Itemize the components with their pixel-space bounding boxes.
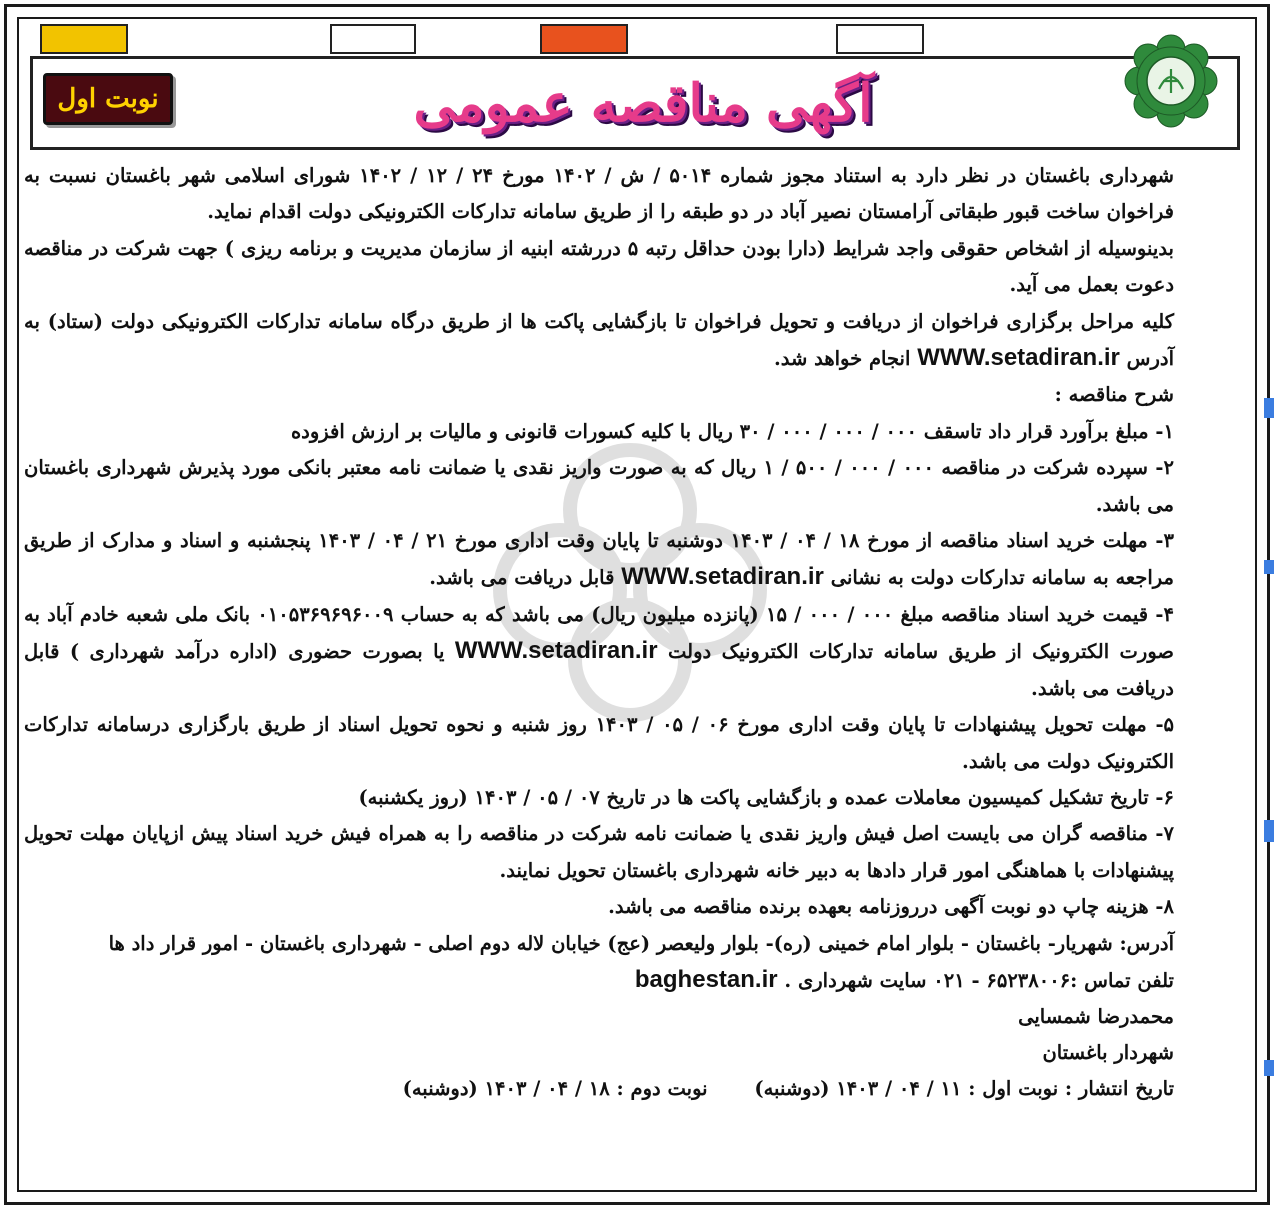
white-swatch — [330, 24, 416, 54]
signer-name: محمدرضا شمسایی — [1018, 1004, 1174, 1028]
description-heading: شرح مناقصه : — [1054, 383, 1174, 407]
edge-color-mark — [1264, 1060, 1274, 1076]
item-3-text-end: قابل دریافت می باشد. — [429, 566, 615, 590]
process-text-end: انجام خواهد شد. — [773, 347, 911, 371]
item-8: ۸- هزینه چاپ دو نوبت آگهی درروزنامه بعهده برنده مناقصه می باشد. — [608, 895, 1174, 919]
baghestan-link[interactable]: baghestan.ir — [634, 965, 778, 993]
orange-swatch — [540, 24, 628, 54]
item-1: ۱- مبلغ برآورد قرار داد تاسقف ۰۰۰ / ۰۰۰ / ۰۰۰ / ۳۰ ریال با کلیه کسورات قانونی و مالیات بر ارزش افزوده — [290, 419, 1174, 443]
item-3 — [24, 523, 1192, 597]
item-3-text: ۳- مهلت خرید اسناد مناقصه از مورخ ۱۸ / ۰۴ / ۱۴۰۳ دوشنبه تا پایان وقت اداری مورخ ۲۱ / ۰۴ / ۱۴۰۳ پنجشنبه و اسناد و مدارک از طریق مراجعه به سامانه تدارکات دولت به نشانی — [24, 529, 1175, 590]
process-text: کلیه مراحل برگزاری فراخوان از دریافت و تحویل فراخوان تا بازگشایی پاکت ها از طریق درگاه سامانه تدارکات الکترونیکی دولت (ستاد) به آدرس — [24, 309, 1174, 371]
publication-dates — [24, 1071, 1192, 1107]
item-4 — [24, 597, 1192, 707]
phone-text: تلفن تماس :۶۵۲۳۸۰۰۶ - ۰۲۱ سایت شهرداری . — [784, 968, 1174, 992]
page-title: آگهی مناقصه عمومی — [413, 72, 873, 134]
notice-body — [24, 158, 1192, 1107]
item-7: ۷- مناقصه گران می بایست اصل فیش واریز نقدی یا ضمانت نامه شرکت در مناقصه را به همراه فیش خرید اسناد پیش ازپایان مهلت تحویل پیشنهادات با هماهنگی امور قرار دادها به دبیر خانه شهرداری باغستان تحویل نمایند. — [24, 822, 1174, 882]
round-badge — [43, 73, 173, 125]
color-strip — [40, 24, 1120, 54]
publication-second: نوبت دوم : ۱۸ / ۰۴ / ۱۴۰۳ (دوشنبه) — [402, 1076, 708, 1100]
badge-label: نوبت اول — [57, 84, 159, 114]
yellow-swatch — [40, 24, 128, 54]
setadiran-link[interactable]: WWW.setadiran.ir — [621, 563, 824, 591]
signature-block — [24, 962, 1192, 1107]
contact-line — [24, 962, 1192, 999]
setadiran-link[interactable]: WWW.setadiran.ir — [454, 637, 658, 665]
municipality-seal-icon — [1119, 29, 1223, 133]
edge-color-mark — [1264, 560, 1274, 574]
invite-paragraph: بدینوسیله از اشخاص حقوقی واجد شرایط (دارا بودن حداقل رتبه ۵ دررشته ابنیه از سازمان مدیریت و برنامه ریزی ) جهت شرکت در مناقصه دعوت بعمل می آید. — [24, 236, 1174, 297]
edge-color-mark — [1264, 820, 1274, 842]
item-2: ۲- سپرده شرکت در مناقصه ۰۰۰ / ۰۰۰ / ۵۰۰ / ۱ ریال که به صورت واریز نقدی یا ضمانت نامه معتبر بانکی مورد پذیرش شهرداری باغستان می باشد. — [24, 456, 1174, 516]
white-swatch — [836, 24, 924, 54]
signer-title: شهردار باغستان — [1042, 1040, 1174, 1064]
address: آدرس: شهریار- باغستان - بلوار امام خمینی (ره)- بلوار ولیعصر (عج) خیابان لاله دوم اصلی - شهرداری باغستان - امور قرار داد ها — [108, 931, 1174, 955]
publication-first: تاریخ انتشار : نوبت اول : ۱۱ / ۰۴ / ۱۴۰۳ (دوشنبه) — [754, 1076, 1174, 1100]
item-4-text: ۴- قیمت خرید اسناد مناقصه مبلغ ۰۰۰ / ۰۰۰ / ۱۵ (پانزده میلیون ریال) می باشد که به حساب ۰۱۰۵۳۶۹۶۹۶۰۰۹ بانک ملی شعبه خادم آباد به صورت الکترونیک از طریق سامانه تدارکات الکترونیک دولت — [24, 602, 1174, 664]
edge-color-mark — [1264, 398, 1274, 418]
setadiran-link[interactable]: WWW.setadiran.ir — [917, 344, 1120, 372]
intro-paragraph: شهرداری باغستان در نظر دارد به استناد مجوز شماره ۵۰۱۴ / ش / ۱۴۰۲ مورخ ۲۴ / ۱۲ / ۱۴۰۲ شورای اسلامی شهر باغستان نسبت به فراخوان ساخت قبور طبقاتی آرامستان نصیر آباد در دو طبقه را از طریق سامانه تدارکات الکترونیکی دولت اقدام نماید. — [24, 164, 1175, 224]
process-paragraph — [24, 304, 1192, 378]
header — [30, 56, 1240, 150]
item-6: ۶- تاریخ تشکیل کمیسیون معاملات عمده و بازگشایی پاکت ها در تاریخ ۰۷ / ۰۵ / ۱۴۰۳ (روز یکشنبه) — [358, 785, 1174, 809]
item-4-text-end: یا بصورت حضوری (اداره درآمد شهرداری ) قابل دریافت می باشد. — [24, 640, 1174, 700]
item-5: ۵- مهلت تحویل پیشنهادات تا پایان وقت اداری مورخ ۰۶ / ۰۵ / ۱۴۰۳ روز شنبه و نحوه تحویل اسناد از طریق بارگزاری درسامانه تدارکات الکترونیک دولت می باشد. — [24, 713, 1175, 773]
